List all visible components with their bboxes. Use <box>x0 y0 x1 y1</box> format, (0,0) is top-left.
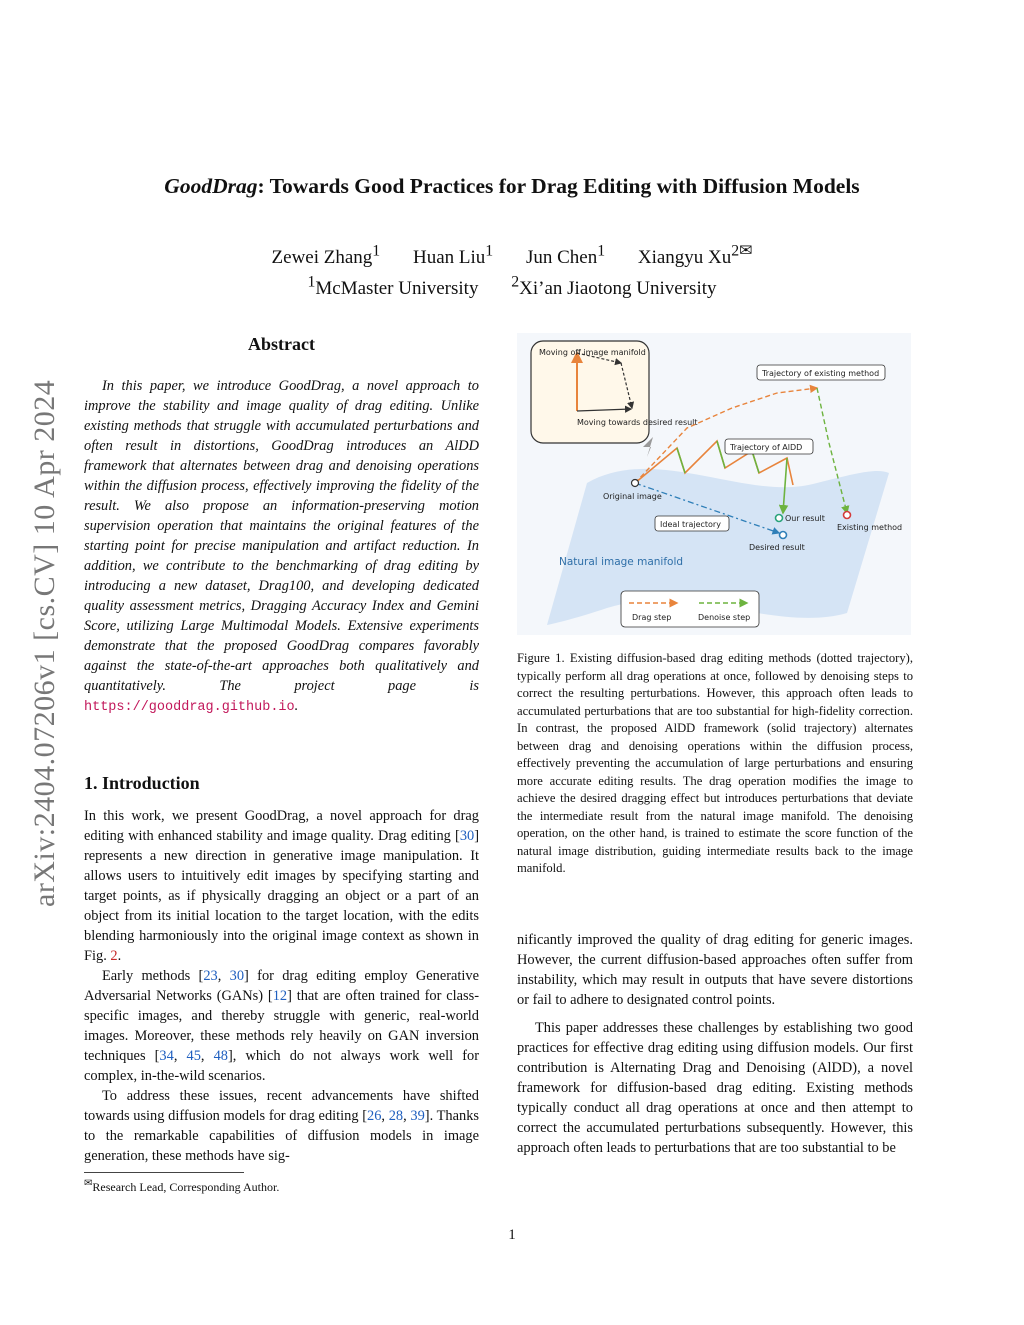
author-list <box>0 240 1024 270</box>
abstract-body: In this paper, we introduce GoodDrag, a novel approach to improve the stability and image quality of drag editing. Unlike existing methods that struggle with accumulated perturbations and often result in distortions, GoodDrag introduces an AlDD framework that alternates between drag and denoising operations within the diffusion process, effectively improving the fidelity of the result. We also propose an information-preserving motion supervision operation that maintains the original features of the starting point for precise manipulation and artifact reduction. In addition, we contribute to the benchmarking of drag editing by introducing a new dataset, Drag100, and developing dedicated quality assessment metrics, Dragging Accuracy Index and Gemini Score, utilizing Large Multimodal Models. Extensive experiments demonstrate that the proposed GoodDrag compares favorably against the state-of-the-art approaches both qualitatively and quantitatively. The project page is https://gooddrag.github.io. <box>84 378 479 715</box>
figure-diagram <box>517 333 911 635</box>
existing-point <box>844 512 851 519</box>
arxiv-identifier: arXiv:2404.07206v1 [cs.CV] 10 Apr 2024 <box>28 379 61 907</box>
paragraph: nificantly improved the quality of drag editing for generic images. However, the current diffusion-based approaches often suffer from instability, which may result in outputs that have severe distortions or fail to adhere to designated control points. <box>517 932 913 1008</box>
abstract-heading: Abstract <box>248 334 315 354</box>
title-rest: : Towards Good Practices for Drag Editing with Diffusion Models <box>257 174 860 198</box>
footnote-rule <box>84 1172 244 1173</box>
citation-link[interactable]: 28 <box>388 1108 404 1124</box>
paper-title <box>0 174 1024 199</box>
citation-link[interactable]: 12 <box>272 988 288 1004</box>
citation-link[interactable]: 23 <box>203 968 218 984</box>
author: Huan Liu$^1$ <box>412 243 494 269</box>
citation-link[interactable]: 34 <box>159 1048 174 1064</box>
page-number: 1 <box>508 1227 516 1243</box>
label-desired-result: Desired result <box>749 543 805 552</box>
affiliation: $^1$McMaster University <box>307 273 479 299</box>
desired-point <box>780 532 787 539</box>
citation-link[interactable]: 39 <box>410 1108 425 1124</box>
inset-label-bottom: Moving towards desired result <box>577 418 698 427</box>
label-our-result: Our result <box>785 514 825 523</box>
paragraph: In this work, we present GoodDrag, a novel approach for drag editing with enhanced stability and image quality. Drag editing [30] represents a new direction in generative image manipulation. It allows users to intuitively edit images by specifying starting and target points, as if physically dragging an object or a part of an object from its initial location to the target location, with the edits blending harmoniously into the original image context as shown in Fig. 2. <box>84 808 479 964</box>
label-existing-method: Existing method <box>837 523 903 532</box>
label-ideal-trajectory: Ideal trajectory <box>660 520 721 529</box>
mail-icon: ✉ <box>84 1178 93 1189</box>
introduction-body <box>84 806 479 1166</box>
citation-link[interactable]: 45 <box>186 1048 201 1064</box>
our-result-point <box>776 515 783 522</box>
inset-label-top: Moving off image manifold <box>539 348 646 357</box>
label-existing-trajectory: Trajectory of existing method <box>762 369 880 378</box>
project-link[interactable]: https://gooddrag.github.io <box>84 700 295 715</box>
right-column-body <box>517 930 913 1158</box>
figure-caption: Figure 1. Existing diffusion-based drag editing methods (dotted trajectory), typically perform all drag operations at once, followed by denoising steps to correct the resulting perturbations. However, this approach often leads to accumulated perturbations that are too substantial for high-fidelity correction. In contrast, the proposed AlDD framework (solid trajectory) alternates between drag and denoising operations within the diffusion process, effectively preventing the accumulation of large perturbations and ensuring more accurate editing results. The drag operation modifies the image to achieve the desired dragging effect but introduces perturbations that deviate the intermediate result from the natural image manifold. The denoising operation, on the other hand, is trained to estimate the score function of the natural image distribution, guiding intermediate results back to the image manifold. <box>517 651 913 875</box>
author: Jun Chen$^1$ <box>525 243 606 269</box>
label-natural-manifold: Natural image manifold <box>559 556 684 568</box>
author-block <box>0 240 1024 301</box>
paragraph: This paper addresses these challenges by establishing two good practices for effective drag editing using diffusion models. Our first contribution is Alternating Drag and Denoising (AlDD), a novel framework for diffusion-based drag editing. Existing methods typically conduct all drag operations at once and then attempt to correct the accumulated perturbations subsequently. However, this approach often leads to perturbations that are too substantial to be <box>517 1020 913 1156</box>
paragraph: To address these issues, recent advancements have shifted towards using diffusion models for drag editing [26, 28, 39]. Thanks to the remarkable capabilities of diffusion models in image generation, these methods have sig- <box>84 1088 479 1164</box>
label-original-image: Original image <box>603 492 662 501</box>
label-aldd-trajectory: Trajectory of AlDD <box>730 443 803 452</box>
author: Xiangyu $Xu^{2✉}$ <box>637 243 753 269</box>
affiliation-list <box>0 270 1024 300</box>
author: Zewei Zhang$^1$ <box>271 243 381 269</box>
citation-link[interactable]: 30 <box>229 968 245 984</box>
title-method-name: GoodDrag <box>164 174 258 198</box>
figure-link[interactable]: 2 <box>110 948 118 964</box>
legend-drag-label: Drag step <box>632 613 672 622</box>
paragraph: Early methods [23, 30] for drag editing employ Generative Adversarial Networks (GANs) [12] that are often trained for class-specific images, and thereby struggle with generic, real-world images. Moreover, these methods rely heavily on GAN inversion techniques [34, 45, 48], which do not always work well for complex, in-the-wild scenarios. <box>84 968 480 1084</box>
affiliation: $^2$Xi’an Jiaotong University <box>511 273 717 299</box>
legend-denoise-label: Denoise step <box>698 613 751 622</box>
citation-link[interactable]: 26 <box>367 1108 382 1124</box>
citation-link[interactable]: 30 <box>459 828 475 844</box>
footnote: ✉Research Lead, Corresponding Author. <box>84 1178 280 1194</box>
citation-link[interactable]: 48 <box>213 1048 228 1064</box>
section-heading-introduction: 1. Introduction <box>84 773 200 793</box>
figure-1 <box>517 333 911 635</box>
original-point <box>632 480 639 487</box>
